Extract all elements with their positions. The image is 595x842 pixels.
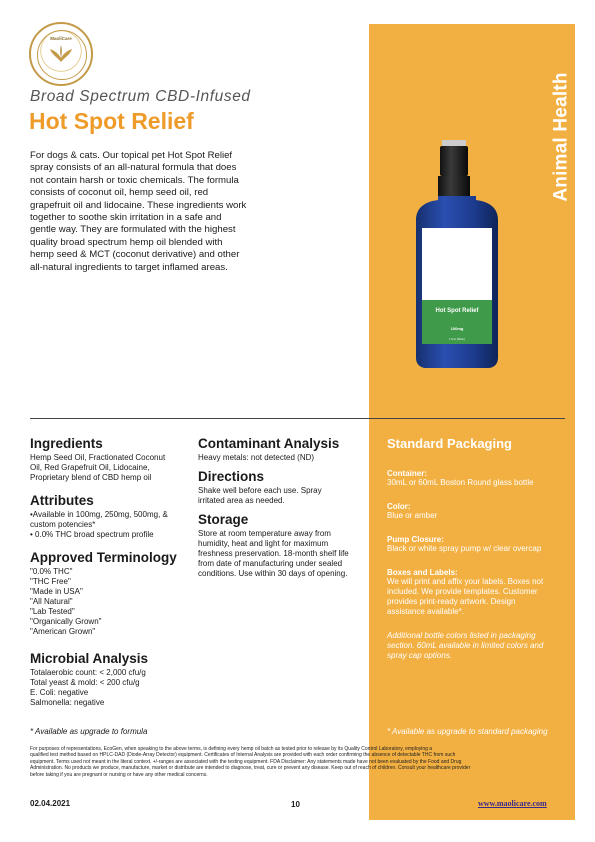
section-heading: Contaminant Analysis	[198, 436, 340, 451]
brand-logo	[29, 22, 93, 86]
microbial-analysis-section: Microbial Analysis Totalaerobic count: < 2,000 cfu/g Total yeast & mold: < 200 cfu/g E. Coli: negative Salmonella: negative	[30, 651, 198, 708]
spray-pump	[440, 146, 468, 176]
section-heading: Microbial Analysis	[30, 651, 149, 666]
middle-info-column	[198, 436, 368, 579]
bottle-label-strength: 100mg	[450, 326, 464, 331]
bottle-label-volume: 1 fl oz (30mL)	[449, 338, 465, 341]
section-divider	[30, 418, 565, 419]
left-info-column	[30, 436, 198, 708]
packaging-upgrade-footnote: * Available as upgrade to standard packaging	[387, 727, 548, 736]
attributes-section: Attributes •Available in 100mg, 250mg, 500mg, & custom potencies* • 0.0% THC broad spectrum profile	[30, 493, 198, 540]
ingredients-section: Ingredients Hemp Seed Oil, Fractionated Coconut Oil, Red Grapefruit Oil, Lidocaine, Proprietary blend of CBD hemp oil	[30, 436, 198, 483]
packaging-container: Container: 30mL or 60mL Boston Round glass bottle	[387, 469, 534, 487]
packaging-heading: Standard Packaging	[387, 436, 512, 451]
document-date: 02.04.2021	[30, 799, 71, 808]
standard-packaging-column	[387, 436, 565, 661]
approved-terminology-section: Approved Terminology "0.0% THC" "THC Free" "Made in USA" "All Natural" "Lab Tested" "Organically Grown" "American Grown"	[30, 550, 198, 637]
packaging-boxes-labels: Boxes and Labels: We will print and affix your labels. Boxes not included. We provide templates. Customer provides print-ready artwork. Design assistance available*.	[387, 568, 544, 616]
website-link[interactable]: www.maolicare.com	[478, 799, 547, 808]
section-heading: Directions	[198, 469, 265, 484]
product-description: For dogs & cats. Our topical pet Hot Spot Relief spray consists of an all-natural formula that does not contain harsh or toxic chemicals. The formula consists of coconut oil, hemp seed oil, red grapefruit oil and lidocaine. These ingredients work together to soothe skin irritation in a safe and gentle way. They are formulated with the highest quality broad spectrum hemp oil blended with hemp seed & MCT (coconut derivative) and other all-natural ingredients to target inflamed areas.	[30, 150, 247, 273]
leaf-icon	[49, 45, 73, 63]
directions-section: Directions Shake well before each use. Spray irritated area as needed.	[198, 469, 368, 506]
section-heading: Attributes	[30, 493, 94, 508]
logo-text: MaoliCare	[50, 36, 72, 41]
section-heading: Approved Terminology	[30, 550, 177, 565]
packaging-note: Additional bottle colors listed in packaging section. 60mL available in limited colors and spray cap options.	[387, 631, 544, 660]
product-subtitle: Broad Spectrum CBD-Infused	[30, 88, 251, 105]
bottle-label-name: Hot Spot Relief	[435, 308, 479, 314]
contaminant-analysis-section: Contaminant Analysis Heavy metals: not detected (ND)	[198, 436, 368, 463]
product-bottle-image	[412, 140, 502, 370]
section-heading: Ingredients	[30, 436, 103, 451]
bottle-label-white	[422, 228, 492, 300]
page-number: 10	[291, 800, 300, 809]
formula-upgrade-footnote: * Available as upgrade to formula	[30, 727, 148, 736]
storage-section: Storage Store at room temperature away from humidity, heat and light for maximum freshness preservation. 18-month shelf life from date of manufacturing under sealed conditions. Use within 30 days of opening.	[198, 512, 368, 579]
category-vertical-title: Animal Health	[551, 72, 573, 202]
product-title: Hot Spot Relief	[29, 108, 194, 134]
section-heading: Storage	[198, 512, 249, 527]
packaging-pump-closure: Pump Closure: Black or white spray pump w/ clear overcap	[387, 535, 542, 553]
legal-disclaimer: For purposes of representations, EcoGen, when speaking to the above terms, is defining every hemp oil batch as tested prior to release by its Quality Control Laboratory, employing a qualified test method based on HPLC-DAD (Diode-Array Detector) equipment. Certificates of Internal Analysis are provided with each order confirming the absence of detectable THC from such equipment. Terms used not meant in the literal context. +/-ranges are associated with the testing equipment. FDA Disclaimer: Any statements made have not been evaluated by the Food and Drug Administration. No products we produce, manufacture, market or distribute are intended to diagnose, treat, cure or prevent any disease. Keep out of reach of children. Consult your healthcare provider before taking if you are pregnant or nursing or have any other medical concerns.	[30, 746, 471, 778]
packaging-color: Color: Blue or amber	[387, 502, 438, 520]
spray-overcap	[442, 140, 466, 146]
